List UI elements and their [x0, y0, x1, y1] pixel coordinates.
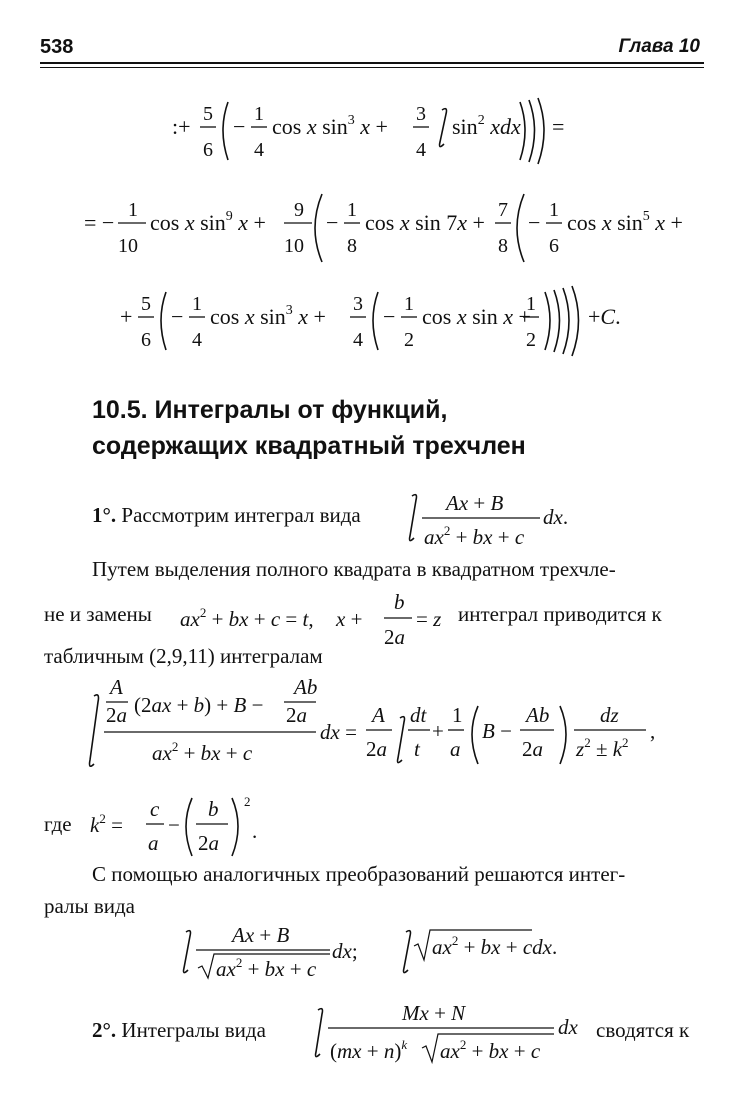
svg-text::+: :+: [172, 114, 191, 139]
paragraph-4-tail: сводятся к: [596, 1018, 690, 1042]
paragraph-3-line1: С помощью аналогичных преобразований решаются интег-: [92, 862, 626, 886]
svg-text:= −: = −: [84, 210, 115, 235]
svg-text:dz: dz: [600, 703, 619, 727]
svg-text:cos x sin5 x +: cos x $\sin^5 x$ +: [567, 209, 683, 235]
svg-text:dt: dt: [410, 703, 427, 727]
svg-text:cos x sin3 x +: cos x $\sin^3 x$ +: [210, 303, 326, 329]
svg-text:1: 1: [404, 293, 414, 315]
section-heading: [92, 392, 712, 464]
svg-text:ax2 + bx + c = t,: $ax^2$ + bx + c = t,: [180, 605, 314, 631]
svg-text:3: 3: [416, 103, 426, 125]
paragraph-2-line2b: интеграл приводится к: [458, 602, 662, 626]
svg-text:.: .: [252, 819, 258, 843]
svg-text:1: 1: [549, 199, 559, 221]
svg-text:+: +: [120, 304, 133, 329]
svg-text:Mx + N: Mx + N: [402, 1001, 466, 1025]
svg-text:Ax + B: Ax + B: [232, 923, 290, 947]
svg-text:2a: 2a: [106, 703, 127, 727]
svg-text:6: 6: [203, 139, 213, 161]
svg-text:x +: x +: [336, 607, 363, 631]
svg-text:b: b: [208, 797, 219, 821]
paragraph-2-line2a: не и замены: [44, 602, 152, 626]
svg-text:dx;: dx;: [332, 939, 358, 963]
formula-k-squared: [88, 786, 288, 864]
svg-text:−: −: [528, 210, 541, 235]
section-heading-line1: 10.5. Интегралы от функций,: [92, 396, 448, 424]
svg-text:−: −: [171, 304, 184, 329]
svg-text:−: −: [383, 304, 396, 329]
svg-text:A: A: [110, 675, 123, 699]
svg-text:(2ax + b) + B −: (2ax + b) + B −: [134, 693, 264, 717]
paragraph-4-text: Интегралы вида: [121, 1018, 266, 1042]
svg-text:5: 5: [203, 103, 213, 125]
svg-text:ax2 + bx + c: $ax^2$ + bx + c: [216, 955, 317, 981]
svg-text:ax2 + bx + c: $ax^2$ + bx + c: [440, 1037, 541, 1063]
page-header: [40, 36, 704, 62]
svg-text:dx =: dx =: [320, 720, 357, 744]
svg-text:10: 10: [284, 235, 304, 257]
svg-text:2: 2: [526, 329, 536, 351]
svg-text:4: 4: [254, 139, 264, 161]
formula-continuation-3: [40, 282, 704, 362]
svg-text:B −: B −: [482, 719, 512, 743]
formula-integrals-root: [176, 920, 596, 988]
svg-text:1: 1: [192, 293, 202, 315]
svg-text:+: +: [432, 719, 444, 743]
svg-text:10: 10: [118, 235, 138, 257]
paragraph-3-line2: ралы вида: [44, 894, 136, 918]
svg-text:z2 ± k2: $z^2 \pm k^2$: [576, 735, 629, 761]
svg-text:−: −: [168, 813, 180, 837]
svg-text:=: =: [552, 114, 565, 139]
svg-text:3: 3: [353, 293, 363, 315]
svg-text:b: b: [394, 590, 405, 614]
svg-text:1: 1: [526, 293, 536, 315]
svg-text:cos x sin x +: cos x sin x +: [422, 304, 531, 329]
svg-text:ax2 + bx + c: $ax^2$ + bx + c: [424, 523, 525, 549]
svg-text:ax2 + bx + cdx.: $ax^2$ + bx + cdx.: [432, 933, 558, 959]
svg-text:cos x sin3 x +: cos x $\sin^3 x$ +: [272, 113, 388, 139]
paragraph-4: [92, 1018, 266, 1043]
svg-text:6: 6: [549, 235, 559, 257]
header-rule-thin: [40, 67, 704, 68]
svg-text:5: 5: [141, 293, 151, 315]
svg-text:1: 1: [452, 703, 463, 727]
svg-text:a: a: [450, 737, 461, 761]
svg-text:2a: 2a: [366, 737, 387, 761]
svg-text:1: 1: [347, 199, 357, 221]
item-number-1: 1°.: [92, 503, 117, 527]
paragraph-2-line1: Путем выделения полного квадрата в квадратном трехчле-: [92, 557, 616, 581]
svg-text:2a: 2a: [522, 737, 543, 761]
where-label: где: [44, 812, 72, 836]
page-number: 538: [40, 36, 74, 58]
svg-text:8: 8: [347, 235, 357, 257]
chapter-label: Глава 10: [618, 36, 700, 57]
svg-text:1: 1: [254, 103, 264, 125]
svg-text:6: 6: [141, 329, 151, 351]
svg-text:cos x sin9 x +: cos x $\sin^9 x$ +: [150, 209, 266, 235]
svg-text:9: 9: [294, 199, 304, 221]
svg-text:sin2 xdx: $\sin^2$ xdx: [452, 113, 521, 139]
svg-text:= z: = z: [416, 607, 442, 631]
formula-integral-1: [400, 482, 620, 556]
svg-text:Ab: Ab: [294, 675, 318, 699]
svg-text:c: c: [150, 797, 160, 821]
svg-text:k2 =: $k^2$ =: [90, 811, 123, 837]
item-number-2: 2°.: [92, 1018, 117, 1042]
svg-text:t: t: [414, 737, 420, 761]
svg-text:dx.: dx.: [543, 505, 569, 529]
svg-text:+C.: +C.: [588, 304, 621, 329]
formula-integral-2: [306, 992, 596, 1074]
svg-text:−: −: [233, 114, 246, 139]
header-rule: [40, 62, 704, 64]
paragraph-2-line3: табличным (2,9,11) интегралам: [44, 644, 323, 668]
formula-continuation-1: [40, 92, 704, 172]
svg-text:−: −: [326, 210, 339, 235]
formula-continuation-2: [40, 188, 704, 268]
svg-text:4: 4: [416, 139, 426, 161]
svg-text:(mx + n)k: (mx + n)$^k$: [330, 1037, 408, 1063]
svg-text:2a: 2a: [198, 831, 219, 855]
formula-decomposition: [80, 672, 680, 780]
svg-text:8: 8: [498, 235, 508, 257]
svg-text:2: 2: [404, 329, 414, 351]
svg-text:4: 4: [353, 329, 363, 351]
svg-text:cos x sin 7x +: cos x sin 7x +: [365, 210, 485, 235]
paragraph-1: [92, 503, 361, 528]
svg-text:A: A: [372, 703, 385, 727]
svg-text:2a: 2a: [384, 625, 405, 649]
section-heading-line2: содержащих квадратный трехчлен: [92, 432, 526, 460]
paragraph-1-text: Рассмотрим интеграл вида: [121, 503, 361, 527]
svg-text:Ax + B: Ax + B: [446, 491, 504, 515]
svg-text:4: 4: [192, 329, 202, 351]
svg-text:2: 2: [244, 794, 251, 809]
svg-text:1: 1: [128, 199, 138, 221]
svg-text:a: a: [148, 831, 159, 855]
svg-text:2a: 2a: [286, 703, 307, 727]
svg-text:,: ,: [650, 719, 656, 743]
svg-text:7: 7: [498, 199, 508, 221]
svg-text:ax2 + bx + c: $ax^2$ + bx + c: [152, 739, 253, 765]
svg-text:Ab: Ab: [526, 703, 550, 727]
svg-text:dx: dx: [558, 1015, 578, 1039]
